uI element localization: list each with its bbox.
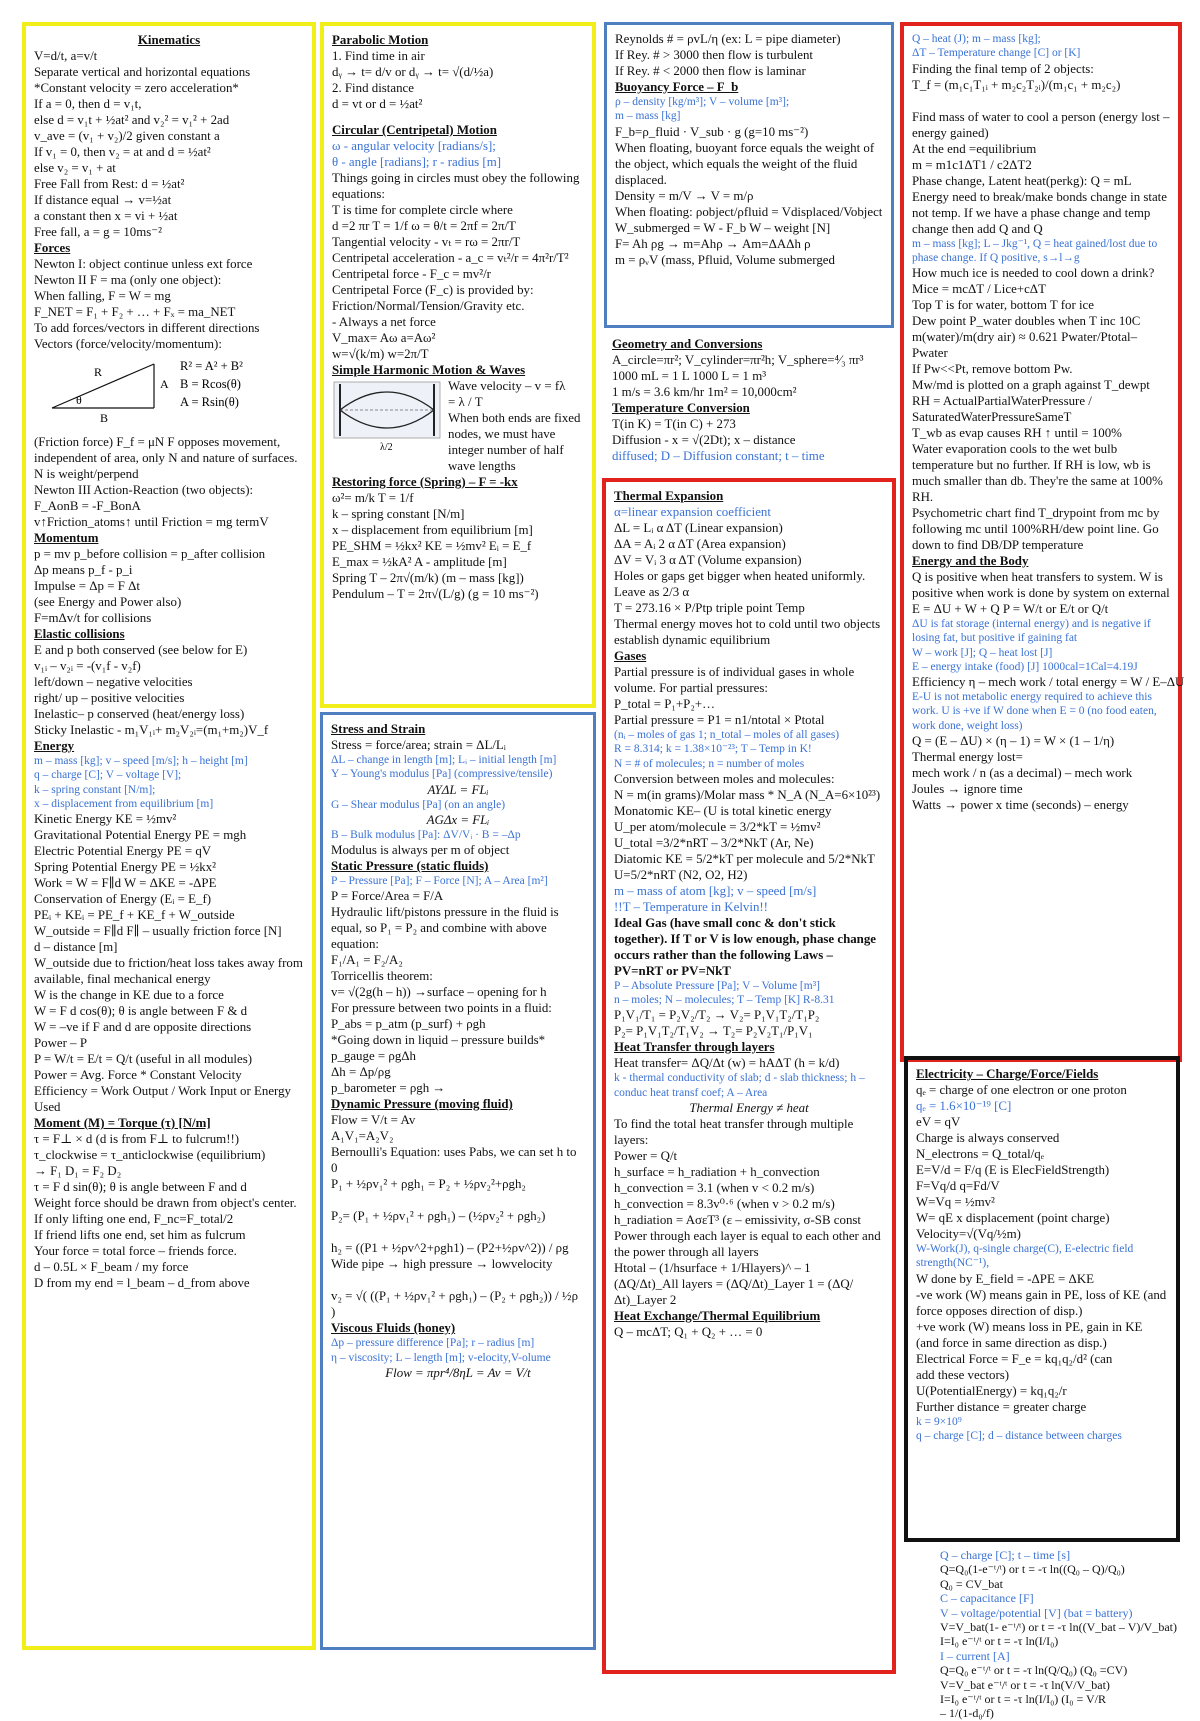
text-line: ρ – density [kg/m³]; V – volume [m³]; xyxy=(615,96,790,108)
text-line: V=V_bat(1- e⁻ᵗ/ᵗ) or t = -τ ln((V_bat – V)/V_bat) xyxy=(940,1619,1178,1634)
text-line xyxy=(331,1272,585,1288)
diffusion-line: Diffusion - x = √(2Dt); x – distance xyxy=(612,433,796,447)
text-line: Diatomic KE = 5/2*kT per molecule and 5/2*NkT xyxy=(614,851,875,866)
text-line: V_max= Aω a=Aω² xyxy=(332,331,436,345)
temperature-title: Temperature Conversion xyxy=(612,401,750,415)
text-line: Water evaporation cools to the wet bulb temperature but no further. If RH is low, wb is much smaller than db. They're the same at 100% RH. xyxy=(912,442,1163,504)
text-line: Stress = force/area; strain = ΔL/Lᵢ xyxy=(331,738,506,752)
text-line: D from my end = l_beam – d_from above xyxy=(34,1276,250,1290)
text-line: Your force = total force – friends force. xyxy=(34,1244,237,1258)
vector-eq-1: R² = A² + B² xyxy=(180,359,243,373)
text-line: 1000 mL = 1 L 1000 L = 1 m³ xyxy=(612,369,767,383)
text-line: Q=Q₀ e⁻ᵗ/ᵗ or t = -τ ln(Q/Q₀) (Q₀ =CV) xyxy=(940,1663,1128,1678)
text-line: P_abs = p_atm (p_surf) + ρgh xyxy=(331,1017,486,1032)
text-line: Gravitational Potential Energy PE = mgh xyxy=(34,828,247,842)
text-line: x – displacement from equilibrium [m] xyxy=(34,797,214,810)
vector-label-a: A xyxy=(160,377,169,391)
text-line: W_outside = F∥d F∥ – usually friction force [N] xyxy=(34,924,282,938)
text-line: P₁V₁/T₁ = P₂V₂/T₂ → V₂= P₁V₁T₂/T₁P₂ xyxy=(614,1008,820,1023)
text-line: T = 273.16 × P/Ptp triple point Temp xyxy=(614,601,805,615)
text-line: I=I₀ e⁻ᵗ/ᵗ or t = -τ ln(I/I₀) xyxy=(940,1634,1059,1649)
text-line: +ve work (W) means loss in PE, gain in KE (and force in same direction as disp.) xyxy=(916,1319,1143,1350)
electricity-title: Electricity – Charge/Force/Fields xyxy=(916,1067,1099,1081)
text-line: *Constant velocity = zero acceleration* xyxy=(34,81,239,95)
text-line: (Friction force) F_f = μN F opposes movement, independent of area, only N and nature of surfaces. N is weight/perpend xyxy=(34,435,298,481)
work-units-note: W-Work(J), q-single charge(C), E-electric field strength(NC⁻¹), xyxy=(916,1243,1134,1270)
moment-title: Moment (M) = Torque (τ) [N/m] xyxy=(34,1116,211,1130)
text-line: τ_clockwise = τ_anticlockwise (equilibrium) xyxy=(34,1148,266,1162)
text-line: If Rey. # > 3000 then flow is turbulent xyxy=(615,48,813,62)
text-line: To add forces/vectors in different directions xyxy=(34,321,260,335)
text-line: Centripetal force - F_c = mv²/r xyxy=(332,267,491,281)
text-line: Q is positive when heat transfers to system. W is positive when work is done by system on external xyxy=(912,570,1170,600)
vector-label-b: B xyxy=(100,411,109,425)
text-line: Things going in circles must obey the following equations: xyxy=(332,171,580,201)
text-line: Joules → ignore time xyxy=(912,781,1023,796)
text-line: F₁/A₁ = F₂/A₂ xyxy=(331,953,403,968)
text-line: q – charge [C]; d – distance between charges xyxy=(916,1429,1122,1442)
static-pressure-title: Static Pressure (static fluids) xyxy=(331,859,489,873)
text-line: E=V/d = F/q (E is ElecFieldStrength) xyxy=(916,1163,1110,1177)
text-line: A_circle=πr²; V_cylinder=πr²h; V_sphere=⁴⁄₃ πr³ xyxy=(612,353,864,367)
thermal-panel xyxy=(602,478,896,1674)
text-line: Monatomic KE– (U is total kinetic energy xyxy=(614,803,832,818)
text-line xyxy=(912,93,1170,109)
text-line: Electrical Force = F_e = kq₁q₂/d² (can xyxy=(916,1351,1113,1366)
text-line: V=V_bat e⁻ᵗ/ᵗ or t = -τ ln(V/V_bat) xyxy=(940,1677,1110,1692)
text-line: Power = Q/t xyxy=(614,1148,678,1163)
text-line: For pressure between two points in a fluid: xyxy=(331,1001,552,1016)
text-line: Q=Q₀(1-e⁻ᵗ/ᵗ) or t = -τ ln((Q₀ – Q)/Q₀) xyxy=(940,1562,1125,1577)
text-line: Power through each layer is equal to each other and the power through all layers xyxy=(614,1228,881,1259)
viscous-title: Viscous Fluids (honey) xyxy=(331,1321,456,1336)
text-line: If a = 0, then d = v₁t, xyxy=(34,97,142,111)
text-line: Watts → power x time (seconds) – energy xyxy=(912,797,1129,812)
standing-wave-diagram xyxy=(332,378,442,452)
phase-change-note: m – mass [kg]; L – Jkg⁻¹, Q = heat gained/lost due to phase change. If Q positive, s→l→g xyxy=(912,237,1158,264)
text-line: If Pw<<Pt, remove bottom Pw. xyxy=(912,362,1073,376)
text-line: W – work [J]; Q – heat lost [J] xyxy=(912,646,1053,659)
text-line: If v₁ = 0, then v₂ = at and d = ½at² xyxy=(34,145,211,159)
vector-eq-3: A = Rsin(θ) xyxy=(180,395,239,409)
text-line: qₑ = charge of one electron or one proton xyxy=(916,1083,1127,1097)
stress-title: Stress and Strain xyxy=(331,722,426,736)
text-line: Mw/md is plotted on a graph against T_dewpt xyxy=(912,378,1150,392)
text-line: RH = ActualPartialWaterPressure / SaturatedWaterPressureSameT xyxy=(912,394,1092,424)
text-line: T_wb as evap causes RH ↑ until = 100% xyxy=(912,426,1122,440)
text-line: Flow = V/t = Av xyxy=(331,1113,416,1128)
text-line: Kinetic Energy KE = ½mv² xyxy=(34,812,177,826)
bulk-modulus-note: B – Bulk modulus [Pa]: ΔV/Vᵢ · B = –Δp xyxy=(331,828,521,841)
text-line: else v₂ = v₁ + at xyxy=(34,161,116,175)
text-line: h_surface = h_radiation + h_convection xyxy=(614,1164,820,1179)
text-line: Top T is for water, bottom T for ice xyxy=(912,298,1095,312)
text-line: Conservation of Energy (Eᵢ = E_f) xyxy=(34,892,212,906)
text-line: ΔA = Aᵢ 2 α ΔT (Area expansion) xyxy=(614,537,786,551)
stress-formula-1: AYΔL = FLᵢ xyxy=(427,782,489,797)
text-line: Free Fall from Rest: d = ½at² xyxy=(34,177,185,191)
text-line: ω²= m/k T = 1/f xyxy=(332,491,414,505)
text-line: Centripetal Force (F_c) is provided by: Friction/Normal/Tension/Gravity etc. xyxy=(332,283,534,313)
shear-modulus-note: G – Shear modulus [Pa] (on an angle) xyxy=(331,798,506,811)
text-line: F= Ah ρg → m=Ahρ → Am=ΔAΔh ρ xyxy=(615,236,811,251)
text-line: N_electrons = Q_total/qₑ xyxy=(916,1147,1044,1161)
text-line: P₁ + ½ρv₁² + ρgh₁ = P₂ + ½ρv₂²+ρgh₂ xyxy=(331,1177,526,1192)
text-line: Centripetal acceleration - a_c = vₜ²/r = 4π²r/T² xyxy=(332,251,569,265)
vector-triangle-diagram xyxy=(34,356,304,426)
text-line: → F₁ D₁ = F₂ D₂ xyxy=(34,1164,122,1178)
text-line: p = mv p_before collision = p_after collision xyxy=(34,547,266,561)
text-line xyxy=(331,1192,585,1208)
text-line: Hydraulic lift/pistons pressure in the fluid is equal, so P₁ = P₂ and combine with above equation: xyxy=(331,905,559,952)
vector-eq-2: B = Rcos(θ) xyxy=(180,377,241,391)
text-line: Torricellis theorem: xyxy=(331,969,433,984)
text-line: P₂= (P₁ + ½ρv₁² + ρgh₁) – (½ρv₂² + ρgh₂) xyxy=(331,1209,546,1224)
text-line: eV = qV xyxy=(916,1115,961,1129)
text-line: m – mass of atom [kg]; v – speed [m/s] xyxy=(614,883,817,898)
text-line: Density = m/V → V = m/ρ xyxy=(615,188,754,203)
text-line: Sticky Inelastic - m₁V₁ᵢ+ m₂V₂ᵢ=(m₁+m₂)V_f xyxy=(34,723,269,737)
fluids-panel xyxy=(320,712,596,1650)
text-line: m – mass [kg]; v – speed [m/s]; h – height [m] xyxy=(34,755,248,767)
text-line: k – spring constant [N/m] xyxy=(332,507,465,521)
text-line: - Always a net force xyxy=(332,315,436,329)
geometry-panel xyxy=(604,330,894,480)
text-line: Wave velocity – v = fλ xyxy=(448,379,566,393)
text-line: Pendulum – T = 2π√(L/g) (g = 10 ms⁻²) xyxy=(332,587,539,601)
text-line: P = Force/Area = F/A xyxy=(331,889,444,904)
text-line: -ve work (W) means gain in PE, loss of KE (and force opposes direction of disp.) xyxy=(916,1287,1167,1318)
text-line: Q – mcΔT; Q₁ + Q₂ + … = 0 xyxy=(614,1324,763,1339)
forces-title: Forces xyxy=(34,241,71,255)
elastic-title: Elastic collisions xyxy=(34,627,125,641)
text-line: PEᵢ + KEᵢ = PE_f + KE_f + W_outside xyxy=(34,908,235,922)
text-line: v₁ᵢ – v₂ᵢ = -(v₁f - v₂f) xyxy=(34,659,141,673)
energy-body-title: Energy and the Body xyxy=(912,554,1029,568)
text-line: Thermal energy lost= xyxy=(912,749,1023,764)
dynamic-pressure-title: Dynamic Pressure (moving fluid) xyxy=(331,1097,513,1112)
efficiency-note: E-U is not metabolic energy required to achieve this work. U is +ve if W done when E = 0 (no food eaten, work done, weight loss) xyxy=(912,691,1157,732)
text-line: Newton II F = ma (only one object): xyxy=(34,273,222,287)
text-line: Y – Young's modulus [Pa] (compressive/tensile) xyxy=(331,768,553,781)
text-line: a constant then x = vi + ½at xyxy=(34,209,178,223)
thermal-expansion-title: Thermal Expansion xyxy=(614,489,724,503)
text-line: ω - angular velocity [radians/s]; xyxy=(332,139,496,153)
text-line: 1 m/s = 3.6 km/hr 1m² = 10,000cm² xyxy=(612,385,797,399)
text-line: I=I₀ e⁻ᵗ/ᵗ or t = -τ ln(I/I₀) (I₀ = V/R xyxy=(940,1691,1107,1706)
text-line: Spring Potential Energy PE = ½kx² xyxy=(34,860,217,874)
text-line: T is time for complete circle where xyxy=(332,203,513,217)
text-line: p_barometer = ρgh → xyxy=(331,1081,446,1096)
text-line: At the end =equilibrium xyxy=(912,141,1037,156)
text-line: How much ice is needed to cool down a drink? Mice = mcΔT / Lice+cΔT xyxy=(912,266,1155,296)
text-line: else d = v₁t + ½at² and v₂² = v₁² + 2ad xyxy=(34,113,230,127)
text-line: Reynolds # = ρvL/η (ex: L = pipe diameter) xyxy=(615,32,841,46)
text-line: Power – P xyxy=(34,1036,87,1050)
text-line: w=√(k/m) w=2π/T xyxy=(332,347,429,361)
parabolic-title: Parabolic Motion xyxy=(332,33,429,47)
text-line: Δh = Δp/ρg xyxy=(331,1065,391,1080)
text-line: N = # of molecules; n = number of moles xyxy=(614,757,805,770)
text-line: F_b=ρ_fluid · V_sub · g (g=10 ms⁻²) xyxy=(615,124,809,139)
text-line: W = –ve if F and d are opposite directions xyxy=(34,1020,252,1034)
text-line: Impulse = Δp = F Δt xyxy=(34,579,140,593)
text-line: Velocity=√(Vq/½m) xyxy=(916,1227,1021,1241)
shm-title: Simple Harmonic Motion & Waves xyxy=(332,363,526,377)
text-line: When both ends are fixed nodes, we must have integer number of half wave lengths xyxy=(448,411,581,473)
text-line: Q – heat (J); m – mass [kg]; xyxy=(912,33,1041,45)
geometry-title: Geometry and Conversions xyxy=(612,337,763,351)
text-line: Δp – pressure difference [Pa]; r – radius [m] xyxy=(331,1337,535,1350)
thermal-expansion-note: α=linear expansion coefficient xyxy=(614,505,771,519)
text-line: Further distance = greater charge xyxy=(916,1399,1087,1414)
text-line: Newton I: object continue unless ext force xyxy=(34,257,253,271)
text-line: (ΔQ/Δt)_All layers = (ΔQ/Δt)_Layer 1 = (ΔQ/Δt)_Layer 2 xyxy=(614,1276,854,1307)
text-line: d =2 πr T = 1/f ω = θ/t = 2πf = 2π/T xyxy=(332,219,516,233)
text-line: ΔV = Vᵢ 3 α ΔT (Volume expansion) xyxy=(614,553,802,567)
capacitance-units: C – capacitance [F] xyxy=(940,1591,1034,1606)
kinematics-panel xyxy=(22,22,316,1650)
text-line: W= qE x displacement (point charge) xyxy=(916,1211,1110,1225)
text-line: (nᵢ – moles of gas 1; n_total – moles of all gases) xyxy=(614,729,840,741)
text-line: d – distance [m] xyxy=(34,940,118,954)
text-line: v_ave = (v₁ + v₂)/2 given constant a xyxy=(34,129,220,143)
text-line: When falling, F = W = mg xyxy=(34,289,171,303)
text-line: Separate vertical and horizontal equations xyxy=(34,65,251,79)
text-line: Δp means p_f - p_i xyxy=(34,563,133,577)
circular-title: Circular (Centripetal) Motion xyxy=(332,123,497,137)
text-line: Partial pressure is of individual gases in whole volume. For partial pressures: xyxy=(614,665,855,695)
text-line: T_f = (m₁c₁T₁ᵢ + m₂c₂T₂ᵢ)/(m₁c₁ + m₂c₂) xyxy=(912,77,1121,92)
text-line: Bernoulli's Equation: uses Pabs, we can set h to 0 xyxy=(331,1145,577,1176)
efficiency-formula: Efficiency η – mech work / total energy = W / E–ΔU xyxy=(912,675,1185,689)
text-line: p_gauge = ρgΔh xyxy=(331,1049,416,1064)
text-line: If distance equal → v=½at xyxy=(34,193,172,207)
text-line: Free fall, a = g = 10ms⁻² xyxy=(34,225,162,239)
gases-title: Gases xyxy=(614,649,647,663)
kinematics-title: Kinematics xyxy=(137,33,201,47)
wave-lambda-label: λ/2 xyxy=(380,442,393,453)
text-line: U(PotentialEnergy) = kq₁q₂/r xyxy=(916,1383,1067,1398)
vector-label-r: R xyxy=(94,365,103,379)
text-line: h_radiation = AσεT³ (ε – emissivity, σ-SB const xyxy=(614,1212,861,1227)
text-line: F_AonB = -F_BonA xyxy=(34,499,141,513)
text-line: When floating, buoyant force equals the weight of the object, which equals the weight of the fluid displaced. xyxy=(615,140,875,187)
text-line: U_total =3/2*nRT – 3/2*NkT (Ar, Ne) xyxy=(614,835,814,850)
capacitor-notes xyxy=(936,1546,1198,1721)
text-line: Energy need to break/make bonds change in state not temp. If we have a phase change and temp change then add Q and Q xyxy=(912,189,1167,236)
text-line: F_NET = F₁ + F₂ + … + Fₓ = ma_NET xyxy=(34,305,236,319)
text-line: P₂= P₁V₁T₂/T₁V₂ → T₂= P₂V₂T₁/P₁V₁ xyxy=(614,1024,813,1039)
text-line: ΔL = Lᵢ α ΔT (Linear expansion) xyxy=(614,521,783,535)
text-line: Htotal – (1/hsurface + 1/Hlayers)^ – 1 xyxy=(614,1260,811,1275)
text-line: mech work / n (as a decimal) – mech work xyxy=(912,765,1133,780)
text-line: Find mass of water to cool a person (energy lost – energy gained) xyxy=(912,109,1170,140)
buoyancy-panel xyxy=(604,22,894,328)
text-line: To find the total heat transfer through multiple layers: xyxy=(614,1116,854,1147)
text-line: E_max = ½kA² A - amplitude [m] xyxy=(332,555,507,569)
text-line: P_total = P₁+P₂+… xyxy=(614,697,715,711)
text-line: W=Vq = ½mv² xyxy=(916,1195,995,1209)
text-line: N = m(in grams)/Molar mass * N_A (N_A=6×10²³) xyxy=(614,787,881,802)
text-line: !!T – Temperature in Kelvin!! xyxy=(614,899,768,914)
text-line: = λ / T xyxy=(448,395,483,409)
energy-title: Energy xyxy=(34,739,75,753)
text-line: n – moles; N – molecules; T – Temp [K] R-8.31 xyxy=(614,994,835,1006)
text-line: θ - angle [radians]; r - radius [m] xyxy=(332,155,502,169)
text-line: x – displacement from equilibrium [m] xyxy=(332,523,533,537)
text-line: R = 8.314; k = 1.38×10⁻²³; T – Temp in K! xyxy=(614,743,812,756)
text-line: ΔU is fat storage (internal energy) and is negative if losing fat, but positive if gaining fat xyxy=(912,618,1151,645)
text-line: PE_SHM = ½kx² KE = ½mv² Eᵢ = E_f xyxy=(332,539,532,553)
heat-exchange-title: Heat Exchange/Thermal Equilibrium xyxy=(614,1308,821,1323)
text-line: Weight force should be drawn from object's center. xyxy=(34,1196,297,1210)
text-line: V=d/t, a=v/t xyxy=(34,49,98,63)
heat-transfer-title: Heat Transfer through layers xyxy=(614,1040,775,1055)
text-line: Spring T – 2π√(m/k) (m – mass [kg]) xyxy=(332,571,524,585)
text-line: When floating: ρobject/ρfluid = Vdisplaced/Vobject xyxy=(615,204,883,219)
text-line: If only lifting one end, F_nc=F_total/2 xyxy=(34,1212,234,1226)
text-line: Newton III Action-Reaction (two objects): xyxy=(34,483,254,497)
text-line: k – spring constant [N/m]; xyxy=(34,783,156,796)
text-line: Tangential velocity - vₜ = rω = 2πr/T xyxy=(332,235,521,249)
text-line: τ = F⊥ × d (d is from F⊥ to fulcrum!!) xyxy=(34,1132,240,1146)
text-line: η – viscosity; L – length [m]; v-elocity,V-olume xyxy=(331,1351,551,1364)
text-line: Power = Avg. Force * Constant Velocity xyxy=(34,1068,242,1082)
text-line: q – charge [C]; V – voltage [V]; xyxy=(34,769,182,782)
text-line: add these vectors) xyxy=(916,1367,1010,1382)
text-line: m – mass [kg] xyxy=(615,110,681,123)
text-line: Conversion between moles and molecules: xyxy=(614,771,835,786)
text-line: F=Vq/d q=Fd/V xyxy=(916,1179,1000,1193)
text-line: W_outside due to friction/heat loss takes away from available, final mechanical energy xyxy=(34,956,303,986)
text-line: Charge is always conserved xyxy=(916,1131,1060,1145)
text-line: ΔT – Temperature change [C] or [K] xyxy=(912,47,1081,60)
text-line: If Rey. # < 2000 then flow is laminar xyxy=(615,64,806,78)
text-line: Finding the final temp of 2 objects: xyxy=(912,61,1094,76)
capacitor-units: Q – charge [C]; t – time [s] xyxy=(940,1548,1071,1562)
ideal-gas-title: Ideal Gas (have small conc & don't stick together). If T or V is low enough, phase change occurs rather than the following Laws – PV=nRT or PV=NkT xyxy=(614,915,877,978)
text-line: T(in K) = T(in C) + 273 xyxy=(612,417,736,431)
text-line: m = ρᵥV (mass, Pfluid, Volume submerged xyxy=(615,252,835,267)
text-line: h₂ = ((P1 + ½ρv^2+ρgh1) – (P2+½ρv^2)) / ρg xyxy=(331,1241,569,1256)
text-line: d = vt or d = ½at² xyxy=(332,97,423,111)
text-line: Vectors (force/velocity/momentum): xyxy=(34,337,222,351)
text-line: Thermal energy moves hot to cold until two objects establish dynamic equilibrium xyxy=(614,617,881,647)
diffusion-note: diffused; D – Diffusion constant; t – time xyxy=(612,449,825,463)
text-line: F=mΔv/t for collisions xyxy=(34,611,152,625)
text-line: E – energy intake (food) [J] 1000cal=1Cal=4.19J xyxy=(912,660,1138,673)
text-line: v= √(2g(h – h)) →surface – opening for h xyxy=(331,985,547,1000)
motion-panel xyxy=(320,22,596,708)
text-line: Dew point P_water doubles when T inc 10C xyxy=(912,314,1141,328)
text-line: right/ up – positive velocities xyxy=(34,691,185,705)
electron-charge: qₑ = 1.6×10⁻¹⁹ [C] xyxy=(916,1099,1012,1113)
text-line: Q₀ = CV_bat xyxy=(940,1576,1003,1591)
text-line: k = 9×10⁹ xyxy=(916,1415,962,1428)
text-line: τ = F d sin(θ); θ is angle between F and d xyxy=(34,1180,247,1194)
text-line: E and p both conserved (see below for E) xyxy=(34,643,248,657)
current-units: I – current [A] xyxy=(940,1648,1010,1663)
text-line: If friend lifts one end, set him as fulcrum xyxy=(34,1228,246,1242)
text-line: – 1/(1-d₀/f) xyxy=(940,1706,994,1721)
static-pressure-units: P – Pressure [Pa]; F – Force [N]; A – Area [m²] xyxy=(331,875,548,887)
heat-body-panel xyxy=(900,22,1185,1062)
text-line: W_submerged = W - F_b W – weight [N] xyxy=(615,220,831,235)
text-line: Modulus is always per m of object xyxy=(331,843,510,857)
text-line: Phase change, Latent heat(perkg): Q = mL xyxy=(912,173,1132,188)
text-line: Work = W = F∥d W = ΔKE = -ΔPE xyxy=(34,876,217,890)
text-line: Inelastic– p conserved (heat/energy loss) xyxy=(34,707,245,721)
text-line: W done by E_field = -ΔPE = ΔKE xyxy=(916,1271,1095,1286)
stress-formula-2: AGΔx = FLᵢ xyxy=(426,812,490,827)
thermal-energy-note: Thermal Energy ≠ heat xyxy=(689,1100,809,1115)
text-line: U=5/2*nRT (N2, O2, H2) xyxy=(614,867,748,882)
text-line: U_per atom/molecule = 3/2*kT = ½mv² xyxy=(614,819,821,834)
text-line: Psychometric chart find T_drypoint from mc by following mc until 100%RH/dew point line. Go down to find DB/DP temperature xyxy=(912,506,1160,552)
text-line: ΔL – change in length [m]; Lᵢ – initial length [m] xyxy=(331,754,557,766)
text-line: Electric Potential Energy PE = qV xyxy=(34,844,212,858)
text-line: Holes or gaps get bigger when heated uniformly. Leave as 2/3 α xyxy=(614,569,866,599)
text-line: P – Absolute Pressure [Pa]; V – Volume [m³] xyxy=(614,979,820,992)
text-line: v↑Friction_atoms↑ until Friction = mg termV xyxy=(34,515,269,529)
text-line: (see Energy and Power also) xyxy=(34,595,182,609)
electricity-panel xyxy=(904,1056,1180,1542)
viscous-formula: Flow = πpr⁴/8ηL = Av = V/t xyxy=(385,1365,531,1380)
text-line: 1. Find time in air xyxy=(332,49,425,63)
voltage-units: V – voltage/potential [V] (bat = battery) xyxy=(940,1605,1133,1620)
text-line: 2. Find distance xyxy=(332,81,414,95)
text-line: m = m1c1ΔT1 / c2ΔT2 xyxy=(912,157,1032,172)
text-line: h_convection = 8.3v⁰·⁶ (when v > 0.2 m/s) xyxy=(614,1196,835,1211)
momentum-title: Momentum xyxy=(34,531,99,545)
text-line: Wide pipe → high pressure → lowvelocity xyxy=(331,1257,553,1272)
text-line: dᵧ → t= d/v or dᵧ → t= √(d/½a) xyxy=(332,65,494,79)
text-line: W = F d cos(θ); θ is angle between F & d xyxy=(34,1004,248,1018)
heat-transfer-note: k - thermal conductivity of slab; d - slab thickness; h – conduc heat transf coef; A – Area xyxy=(614,1072,865,1099)
text-line: *Going down in liquid – pressure builds* xyxy=(331,1033,546,1048)
text-line: Heat transfer= ΔQ/Δt (w) = hAΔT (h = k/d) xyxy=(614,1056,840,1071)
text-line: m(water)/m(dry air) ≈ 0.621 Pwater/Ptotal–Pwater xyxy=(912,330,1138,360)
text-line: P = W/t = E/t = Q/t (useful in all modules) xyxy=(34,1052,253,1066)
restoring-title: Restoring force (Spring) – F = -kx xyxy=(332,475,518,489)
text-line: v₂ = √( ((P₁ + ½ρv₁² + ρgh₁) – (P₂ + ρgh₂)) / ½ρ ) xyxy=(331,1289,579,1320)
text-line: left/down – negative velocities xyxy=(34,675,193,689)
text-line: Partial pressure = P1 = n1/ntotal × Ptotal xyxy=(614,713,825,727)
text-line: Q = (E – ΔU) × (η – 1) = W × (1 – 1/η) xyxy=(912,733,1115,748)
text-line: E = ΔU + W + Q P = W/t or E/t or Q/t xyxy=(912,602,1109,616)
text-line xyxy=(331,1224,585,1240)
text-line: A₁V₁=A₂V₂ xyxy=(331,1129,394,1144)
buoyancy-title: Buoyancy Force – F_b xyxy=(615,80,739,94)
text-line: h_convection = 3.1 (when v < 0.2 m/s) xyxy=(614,1180,815,1195)
text-line: d – 0.5L × F_beam / my force xyxy=(34,1260,189,1274)
vector-label-theta: θ xyxy=(76,393,82,407)
text-line: W is the change in KE due to a force xyxy=(34,988,224,1002)
text-line: Efficiency = Work Output / Work Input or Energy Used xyxy=(34,1084,291,1114)
